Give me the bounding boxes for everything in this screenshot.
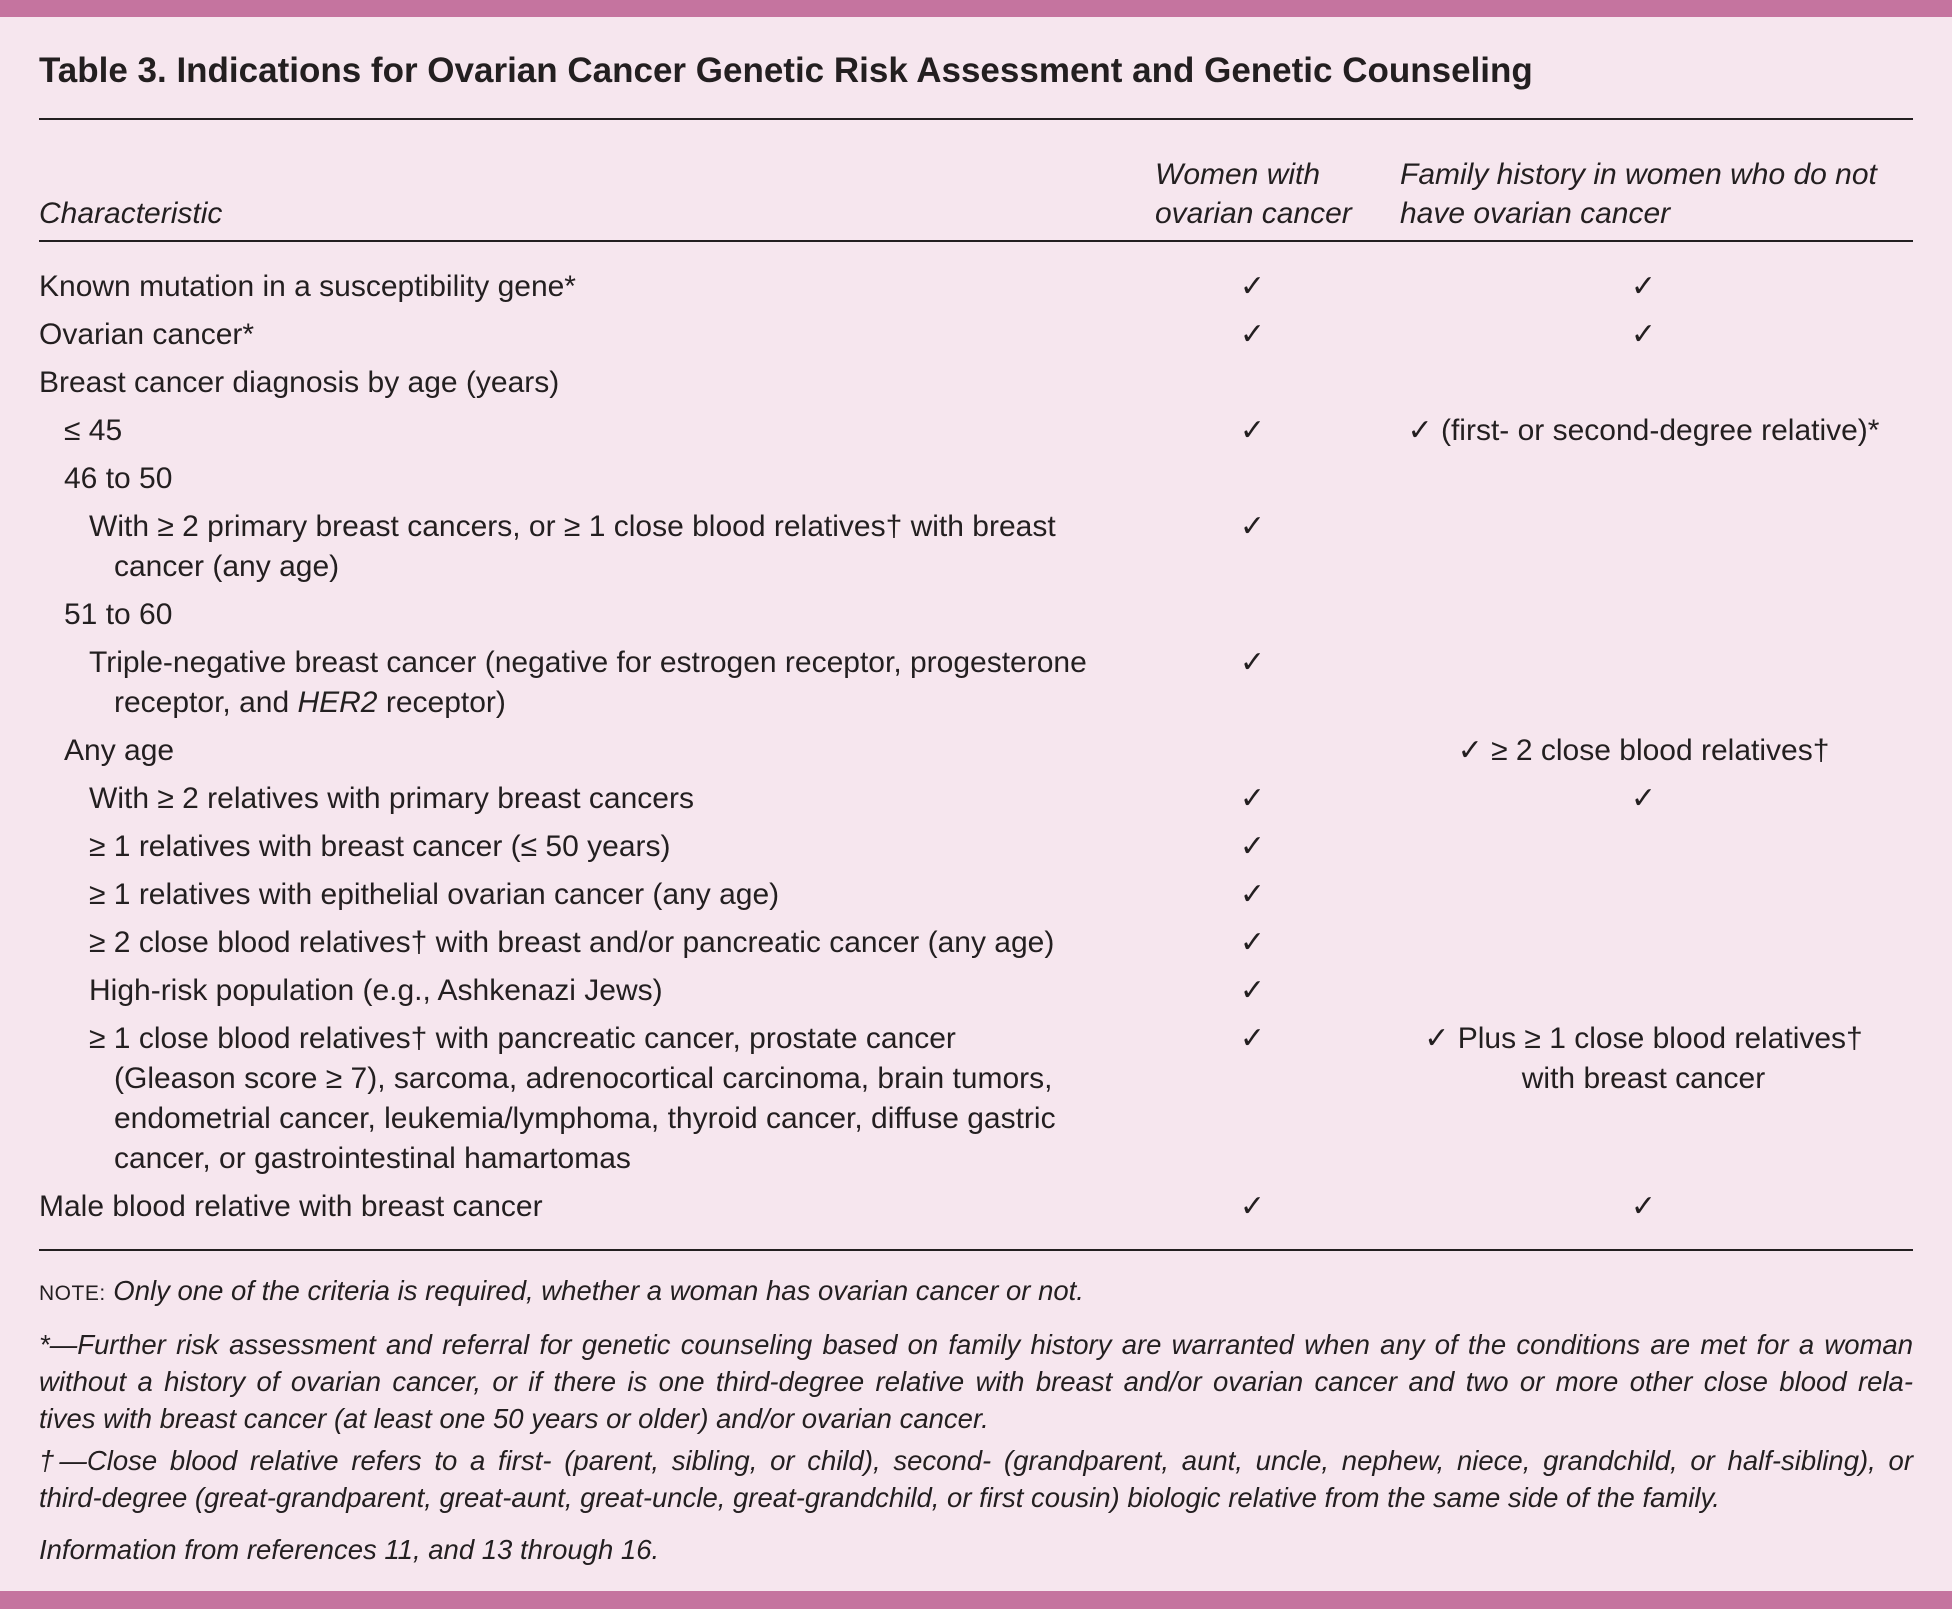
- table-header: [39, 120, 1913, 242]
- characteristic-text: Male blood relative with breast cancer: [39, 1190, 543, 1223]
- characteristic-text: With ≥ 2 relatives with primary breast cancers: [89, 782, 694, 815]
- characteristic-text: Ovarian cancer*: [39, 318, 255, 351]
- characteristic-cell: [39, 875, 1155, 915]
- table-document: [39, 17, 1913, 1568]
- footnote-line: †—Close blood relative refers to a first- (parent, sibling, or child), second- (grandparent, aunt, uncle, nephew, niece, grandchild, or half-sibling), or: [39, 1445, 1913, 1476]
- characteristic-cell: [39, 1187, 1155, 1227]
- table-title: Table 3. Indications for Ovarian Cancer Genetic Risk Assessment and Genetic Counseling: [39, 49, 1913, 120]
- women-with-ovarian-cancer-check: ✓: [1239, 926, 1266, 959]
- header-family-history: [1400, 155, 1913, 233]
- characteristic-cell: [39, 411, 1155, 451]
- women-with-ovarian-cancer-check: ✓: [1239, 1022, 1266, 1055]
- header-family-line: Family history in women who do not: [1400, 158, 1877, 191]
- women-with-ovarian-cancer-check: ✓: [1239, 646, 1266, 679]
- characteristic-text-continued: endometrial cancer, leukemia/lymphoma, thyroid cancer, diffuse gastric: [114, 1102, 1056, 1135]
- footnote-note: [39, 1272, 1913, 1312]
- table-row: [39, 727, 1913, 775]
- characteristic-cell: [39, 923, 1155, 963]
- characteristic-text-continued: (Gleason score ≥ 7), sarcoma, adrenocortical carcinoma, brain tumors,: [114, 1062, 1053, 1095]
- table-row: [39, 871, 1913, 919]
- footnote-line: third-degree (great-grandparent, great-aunt, great-uncle, great-grandchild, or first cousin) biologic relative from the same side of the family.: [39, 1482, 1720, 1513]
- table-row: [39, 407, 1913, 455]
- table-row: [39, 967, 1913, 1015]
- bottom-accent-bar: [0, 1591, 1952, 1609]
- footnote-dagger: [39, 1442, 1913, 1516]
- header-women-with-ovarian-cancer: [1155, 155, 1400, 233]
- table-row: [39, 823, 1913, 871]
- women-with-ovarian-cancer-check: ✓: [1239, 318, 1266, 351]
- women-with-ovarian-cancer-check: ✓: [1239, 510, 1266, 543]
- characteristic-cell: [39, 827, 1155, 867]
- text-segment: receptor, and: [114, 686, 298, 719]
- characteristic-section-heading: Breast cancer diagnosis by age (years): [39, 366, 560, 399]
- characteristic-text: Known mutation in a susceptibility gene*: [39, 270, 576, 303]
- family-history-check: ✓: [1630, 1190, 1657, 1223]
- family-history-check: ✓: [1630, 318, 1657, 351]
- gene-name-italic: HER2: [297, 686, 378, 719]
- characteristic-cell: [39, 643, 1155, 723]
- women-with-ovarian-cancer-check: ✓: [1239, 782, 1266, 815]
- table-row: [39, 455, 1913, 503]
- women-with-ovarian-cancer-check: ✓: [1239, 270, 1266, 303]
- note-text: Only one of the criteria is required, whether a woman has ovarian cancer or not.: [105, 1275, 1084, 1306]
- family-history-check: ✓: [1630, 270, 1657, 303]
- table-row: [39, 591, 1913, 639]
- table-footnotes: [39, 1272, 1913, 1568]
- text-segment: receptor): [377, 686, 506, 719]
- women-with-ovarian-cancer-check: ✓: [1239, 878, 1266, 911]
- characteristic-text: ≥ 1 close blood relatives† with pancreatic cancer, prostate cancer: [89, 1022, 956, 1055]
- header-women-line: Women with: [1155, 158, 1321, 191]
- characteristic-text: ≥ 1 relatives with breast cancer (≤ 50 years): [89, 830, 671, 863]
- characteristic-text: ≤ 45: [64, 414, 123, 447]
- top-accent-bar: [0, 0, 1952, 17]
- family-history-text: [1400, 1019, 1913, 1099]
- characteristic-cell: [39, 507, 1155, 587]
- characteristic-subheading: 46 to 50: [64, 462, 173, 495]
- women-with-ovarian-cancer-check: ✓: [1239, 830, 1266, 863]
- family-history-text: ✓ ≥ 2 close blood relatives†: [1457, 734, 1830, 767]
- women-with-ovarian-cancer-check: ✓: [1239, 1190, 1266, 1223]
- characteristic-cell: [39, 315, 1155, 355]
- header-family-line: have ovarian cancer: [1400, 197, 1671, 230]
- table-row: [39, 503, 1913, 591]
- table-body: [39, 242, 1913, 1251]
- characteristic-cell: [39, 971, 1155, 1011]
- footnote-line: without a history of ovarian cancer, or if there is one third-degree relative with breast and/or ovarian cancer and two or more other close blood rela-: [39, 1366, 1913, 1397]
- family-history-check: ✓: [1630, 782, 1657, 815]
- women-with-ovarian-cancer-check: ✓: [1239, 974, 1266, 1007]
- header-women-line: ovarian cancer: [1155, 197, 1352, 230]
- table-row: [39, 1183, 1913, 1231]
- family-history-text: ✓ (first- or second-degree relative)*: [1407, 414, 1880, 447]
- characteristic-cell: [39, 267, 1155, 307]
- characteristic-text: High-risk population (e.g., Ashkenazi Jews): [89, 974, 663, 1007]
- characteristic-text-continued: cancer, or gastrointestinal hamartomas: [114, 1142, 631, 1175]
- characteristic-cell: [39, 363, 1155, 403]
- footnote-line: tives with breast cancer (at least one 50 years or older) and/or ovarian cancer.: [39, 1403, 989, 1434]
- footnote-asterisk: [39, 1326, 1913, 1437]
- characteristic-text-continued: [89, 683, 1155, 723]
- header-characteristic: [39, 194, 1155, 233]
- source-note: Information from references 11, and 13 through 16.: [39, 1534, 660, 1565]
- characteristic-subheading: Any age: [64, 734, 175, 767]
- characteristic-cell: [39, 779, 1155, 819]
- characteristic-cell: [39, 1019, 1155, 1179]
- characteristic-text-continued: cancer (any age): [114, 550, 340, 583]
- characteristic-subheading: 51 to 60: [64, 598, 173, 631]
- table-row: [39, 1015, 1913, 1183]
- footnote-line: *—Further risk assessment and referral for genetic counseling based on family history are warranted when any of the conditions are met for a woman: [39, 1329, 1913, 1360]
- table-row: [39, 359, 1913, 407]
- header-characteristic-label: Characteristic: [39, 197, 223, 230]
- characteristic-text: Triple-negative breast cancer (negative for estrogen receptor, progesterone: [89, 646, 1087, 679]
- note-label: NOTE:: [39, 1282, 106, 1305]
- table-row: [39, 775, 1913, 823]
- table-row: [39, 263, 1913, 311]
- characteristic-text: ≥ 2 close blood relatives† with breast and/or pancreatic cancer (any age): [89, 926, 1055, 959]
- family-history-line: ✓ Plus ≥ 1 close blood relatives†: [1424, 1022, 1863, 1055]
- characteristic-cell: [39, 459, 1155, 499]
- characteristic-text: ≥ 1 relatives with epithelial ovarian cancer (any age): [89, 878, 780, 911]
- women-with-ovarian-cancer-check: ✓: [1239, 414, 1266, 447]
- characteristic-text: With ≥ 2 primary breast cancers, or ≥ 1 close blood relatives† with breast: [89, 510, 1056, 543]
- characteristic-cell: [39, 595, 1155, 635]
- table-row: [39, 919, 1913, 967]
- table-row: [39, 639, 1913, 727]
- family-history-line: with breast cancer: [1521, 1062, 1766, 1095]
- characteristic-cell: [39, 731, 1155, 771]
- table-row: [39, 311, 1913, 359]
